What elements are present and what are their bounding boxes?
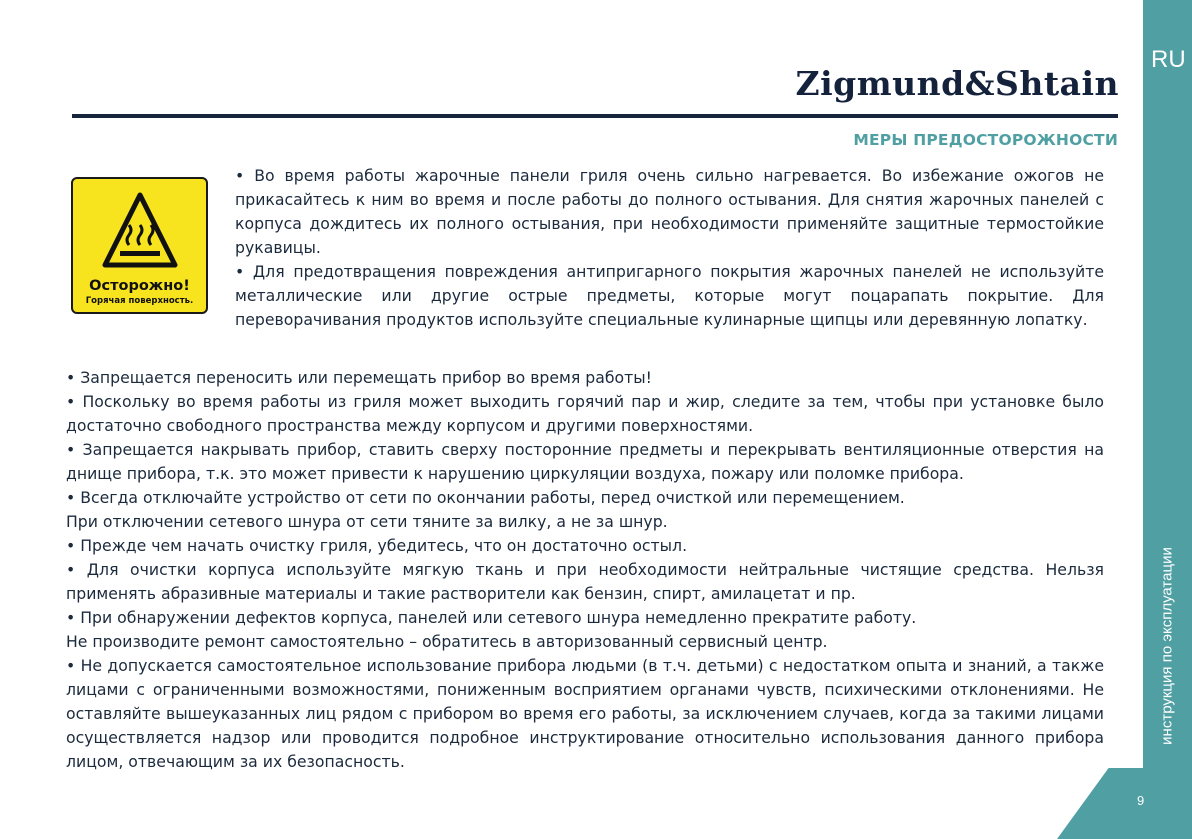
paragraph: • Не допускается самостоятельное использование прибора людьми (в т.ч. детьми) с недостатком опыта и знаний, а также лицами с ограниченными возможностями, пониженным восприятием органами чувств, психическими отклонениями. Не оставляйте вышеуказанных лиц рядом с прибором во время его работы, за исключением случаев, когда за такими лицами осуществляется надзор или проводится подробное инструктирование относительно использования данного прибора лицом, отвечающим за их безопасность.	[66, 656, 1104, 771]
header-rule	[72, 114, 1118, 118]
paragraph: При отключении сетевого шнура от сети тяните за вилку, а не за шнур.	[66, 512, 668, 531]
hot-surface-warning-icon	[102, 191, 178, 273]
paragraph: • Во время работы жарочные панели гриля очень сильно нагревается. Во избежание ожогов не прикасайтесь к ним во время и после работы до полного остывания. Для снятия жарочных панелей с корпуса дождитесь их полного остывания, при необходимости применяйте защитные термостойкие рукавицы.	[235, 166, 1104, 257]
section-title: МЕРЫ ПРЕДОСТОРОЖНОСТИ	[853, 131, 1118, 149]
side-caption: инструкция по эксплуатации	[1158, 547, 1176, 745]
language-label: RU	[1151, 46, 1186, 73]
warning-sign	[71, 177, 208, 314]
brand-logo: Zigmund&Shtain	[795, 64, 1119, 103]
paragraph: • Для предотвращения повреждения антипригарного покрытия жарочных панелей не используйте металлические или другие острые предметы, которые могут поцарапать покрытие. Для переворачивания продуктов используйте специальные кулинарные щипцы или деревянную лопатку.	[235, 262, 1104, 329]
paragraph: • Запрещается накрывать прибор, ставить сверху посторонние предметы и перекрывать вентиляционные отверстия на днище прибора, т.к. это может привести к нарушению циркуляции воздуха, пожару или поломке прибора.	[66, 440, 1104, 483]
paragraph: • Всегда отключайте устройство от сети по окончании работы, перед очисткой или перемещением.	[66, 488, 905, 507]
paragraph: • Поскольку во время работы из гриля может выходить горячий пар и жир, следите за тем, чтобы при установке было достаточно свободного пространства между корпусом и другими поверхностями.	[66, 392, 1104, 435]
top-text-block	[235, 164, 1104, 332]
paragraph: • Запрещается переносить или перемещать прибор во время работы!	[66, 368, 652, 387]
warning-sign-title: Осторожно!	[89, 278, 190, 294]
main-text-block	[66, 366, 1104, 774]
paragraph: • При обнаружении дефектов корпуса, панелей или сетевого шнура немедленно прекратите работу.	[66, 608, 917, 627]
warning-sign-subtitle: Горячая поверхность.	[85, 296, 194, 306]
page-number: 9	[1137, 793, 1145, 808]
page-corner	[1057, 768, 1143, 839]
paragraph: • Для очистки корпуса используйте мягкую ткань и при необходимости нейтральные чистящие средства. Нельзя применять абразивные материалы и такие растворители как бензин, спирт, амилацетат и пр.	[66, 560, 1104, 603]
paragraph: • Прежде чем начать очистку гриля, убедитесь, что он достаточно остыл.	[66, 536, 688, 555]
paragraph: Не производите ремонт самостоятельно – обратитесь в авторизованный сервисный центр.	[66, 632, 828, 651]
